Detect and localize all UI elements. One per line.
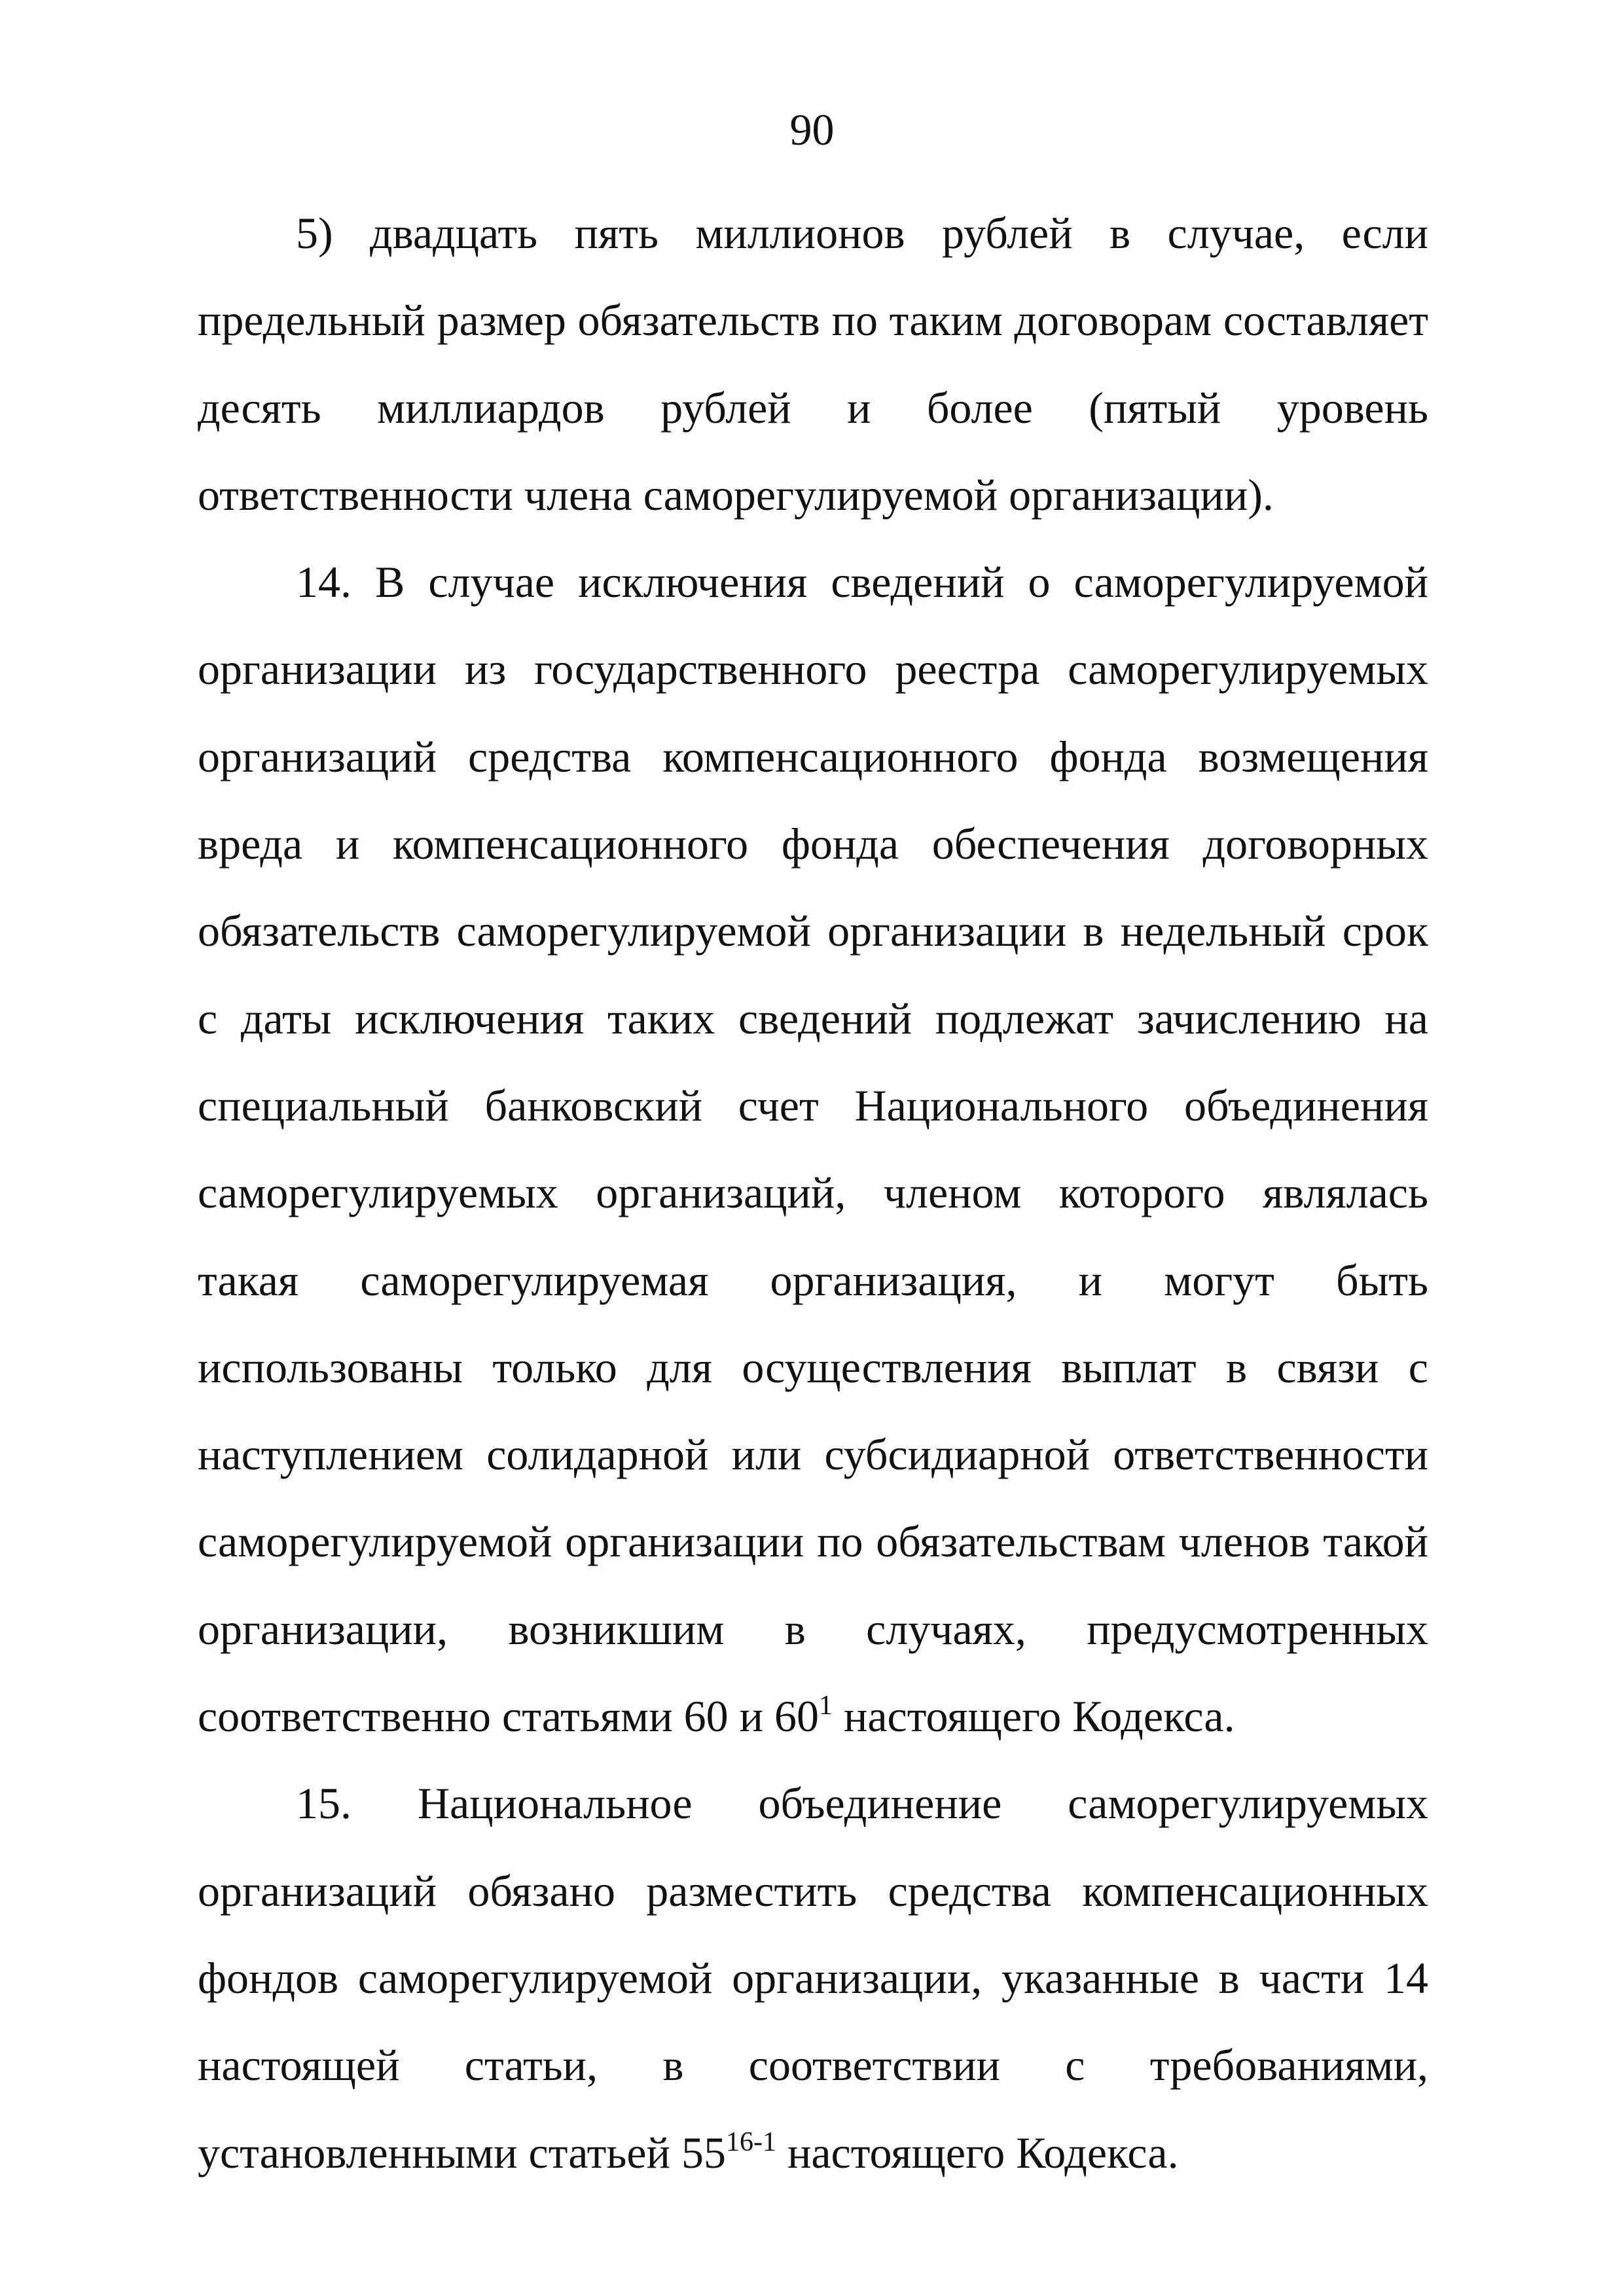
document-body [198,190,1428,2197]
paragraph-part-15-text: 15. Национальное объединение саморегулируемых организаций обязано разместить средства компенсационных фондов саморегулируемой организации, указанные в части 14 настоящей статьи, в соответствии с требованиями, установленными статьей 55 [198,1778,1428,2178]
paragraph-part-14-ending: настоящего Кодекса. [832,1691,1235,1742]
paragraph-part-15-ending: настоящего Кодекса. [776,2127,1179,2178]
page-number: 90 [789,105,835,154]
article-superscript: 16-1 [725,2126,776,2157]
paragraph-part-14-text: 14. В случае исключения сведений о саморегулируемой организации из государственного реестра саморегулируемых организаций средства компенсационного фонда возмещения вреда и компенсационного фонда обеспечения договорных обязательств саморегулируемой организации в недельный срок с даты исключения таких сведений подлежат зачислению на специальный банковский счет Национального объединения саморегулируемых организаций, членом которого являлась такая саморегулируемая организация, и могут быть использованы только для осуществления выплат в связи с наступлением солидарной или субсидиарной ответственности саморегулируемой организации по обязательствам членов такой организации, возникшим в случаях, предусмотренных соответственно статьями 60 и 60 [198,557,1428,1742]
paragraph-part-15 [198,1760,1428,2196]
paragraph-item-5: 5) двадцать пять миллионов рублей в случае, если предельный размер обязательств по таким договорам составляет десять миллиардов рублей и более (пятый уровень ответственности члена саморегулируемой организации). [198,208,1428,520]
article-superscript: 1 [818,1691,833,1721]
paragraph-part-14 [198,539,1428,1760]
